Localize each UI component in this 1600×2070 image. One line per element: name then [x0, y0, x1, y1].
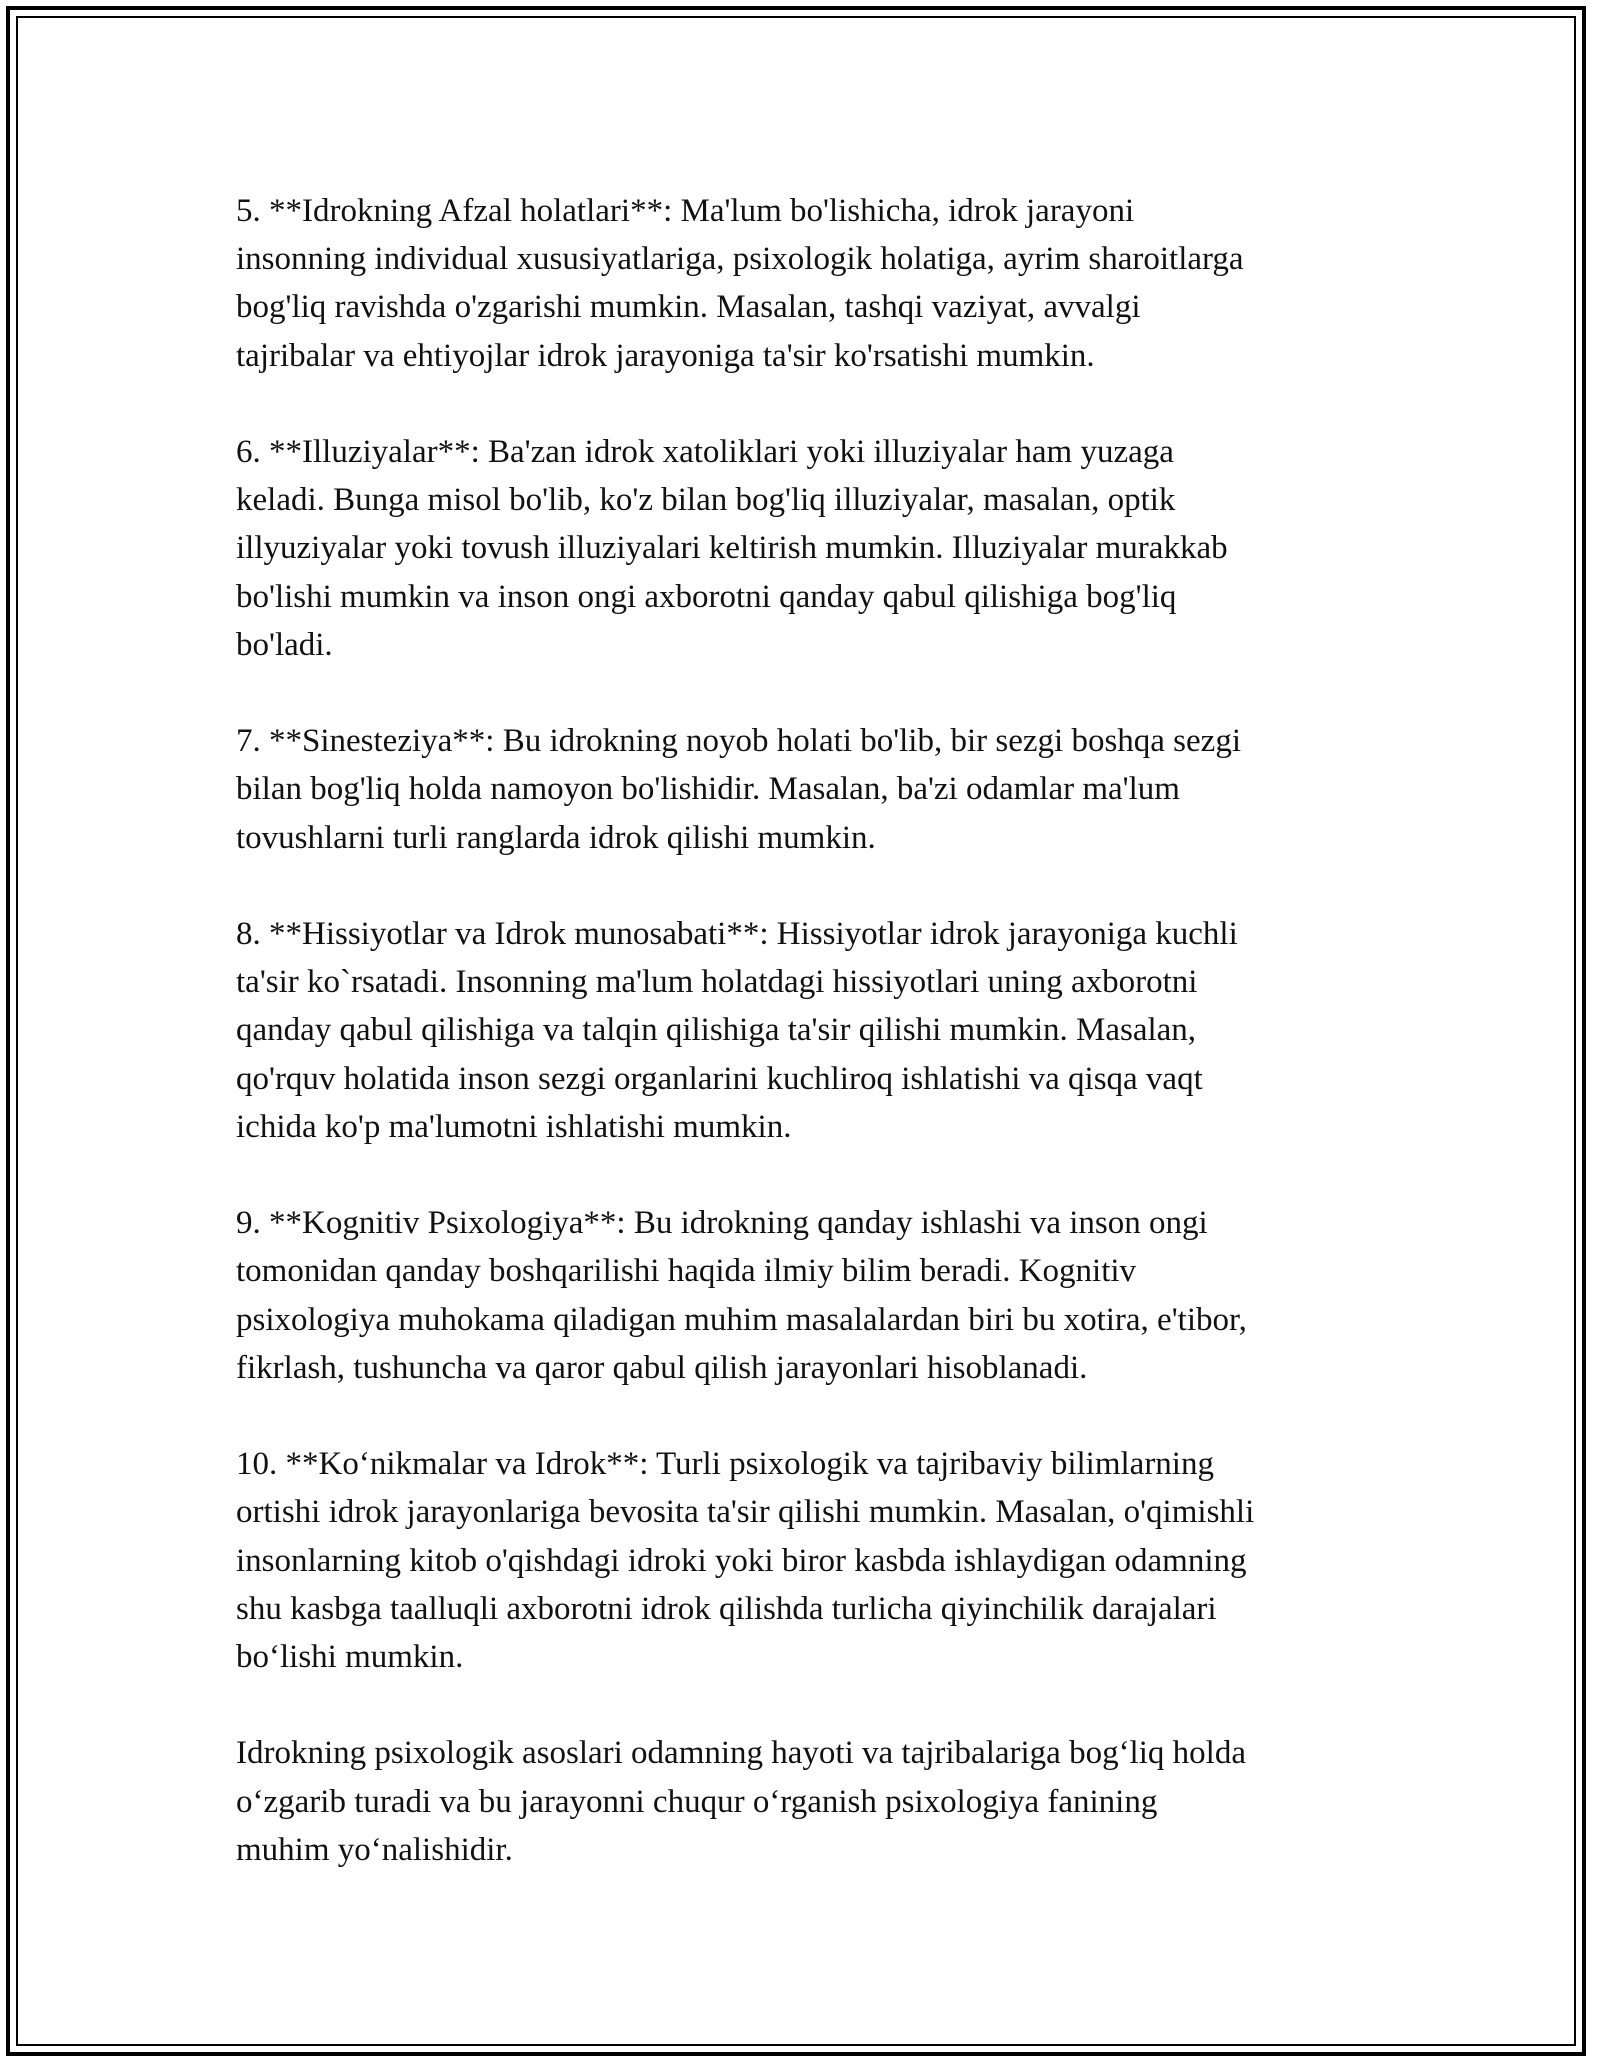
text-line: bo'lishi mumkin va inson ongi axborotni qanday qabul qilishiga bog'liq [236, 578, 1177, 615]
text-line: illyuziyalar yoki tovush illuziyalari keltirish mumkin. Illuziyalar murakkab [236, 530, 1228, 567]
text-line: keladi. Bunga misol bo'lib, ko'z bilan bog'liq illuziyalar, masalan, optik [236, 482, 1176, 519]
paragraph-item-6 [236, 428, 1396, 669]
paragraph-conclusion [236, 1729, 1396, 1874]
text-line: insonlarning kitob o'qishdagi idroki yoki biror kasbda ishlaydigan odamning [236, 1542, 1247, 1579]
text-line: shu kasbga taalluqli axborotni idrok qilishda turlicha qiyinchilik darajalari [236, 1590, 1217, 1627]
text-line: ichida ko'p ma'lumotni ishlatishi mumkin. [236, 1108, 792, 1145]
text-line: 7. **Sinesteziya**: Bu idrokning noyob holati bo'lib, bir sezgi boshqa sezgi [236, 723, 1241, 760]
text-line: qo'rquv holatida inson sezgi organlarini kuchliroq ishlatishi va qisqa vaqt [236, 1060, 1203, 1097]
text-line: muhim yo‘nalishidir. [236, 1831, 513, 1868]
text-line: bo‘lishi mumkin. [236, 1639, 464, 1676]
paragraph-item-7 [236, 717, 1396, 862]
text-line: tovushlarni turli ranglarda idrok qilishi mumkin. [236, 819, 876, 856]
text-line: o‘zgarib turadi va bu jarayonni chuqur o‘rganish psixologiya fanining [236, 1783, 1158, 1820]
text-line: bog'liq ravishda o'zgarishi mumkin. Masalan, tashqi vaziyat, avvalgi [236, 289, 1141, 326]
text-line: ta'sir ko`rsatadi. Insonning ma'lum holatdagi hissiyotlari uning axborotni [236, 964, 1198, 1001]
text-line: tomonidan qanday boshqarilishi haqida ilmiy bilim beradi. Kognitiv [236, 1253, 1137, 1290]
paragraph-item-5 [236, 187, 1396, 380]
text-line: qanday qabul qilishiga va talqin qilishiga ta'sir qilishi mumkin. Masalan, [236, 1012, 1197, 1049]
text-line: tajribalar va ehtiyojlar idrok jarayoniga ta'sir ko'rsatishi mumkin. [236, 337, 1095, 374]
text-line: 9. **Kognitiv Psixologiya**: Bu idrokning qanday ishlashi va inson ongi [236, 1205, 1208, 1242]
paragraph-item-9 [236, 1199, 1396, 1392]
text-line: 8. **Hissiyotlar va Idrok munosabati**: Hissiyotlar idrok jarayoniga kuchli [236, 916, 1238, 952]
document-body [236, 187, 1396, 1874]
text-line: ortishi idrok jarayonlariga bevosita ta'sir qilishi mumkin. Masalan, o'qimishli [236, 1494, 1255, 1531]
text-line: fikrlash, tushuncha va qaror qabul qilish jarayonlari hisoblanadi. [236, 1349, 1088, 1386]
text-line: insonning individual xususiyatlariga, psixologik holatiga, ayrim sharoitlarga [236, 241, 1244, 278]
text-line: Idrokning psixologik asoslari odamning hayoti va tajribalariga bog‘liq holda [236, 1735, 1246, 1772]
text-line: 10. **Ko‘nikmalar va Idrok**: Turli psixologik va tajribaviy bilimlarning [236, 1446, 1214, 1483]
text-line: psixologiya muhokama qiladigan muhim masalalardan biri bu xotira, e'tibor, [236, 1301, 1247, 1338]
paragraph-item-8 [236, 910, 1396, 1151]
text-line: 5. **Idrokning Afzal holatlari**: Ma'lum bo'lishicha, idrok jarayoni [236, 193, 1135, 229]
text-line: bilan bog'liq holda namoyon bo'lishidir. Masalan, ba'zi odamlar ma'lum [236, 771, 1180, 808]
text-line: 6. **Illuziyalar**: Ba'zan idrok xatoliklari yoki illuziyalar ham yuzaga [236, 434, 1174, 470]
text-line: bo'ladi. [236, 626, 333, 663]
paragraph-item-10 [236, 1440, 1396, 1681]
